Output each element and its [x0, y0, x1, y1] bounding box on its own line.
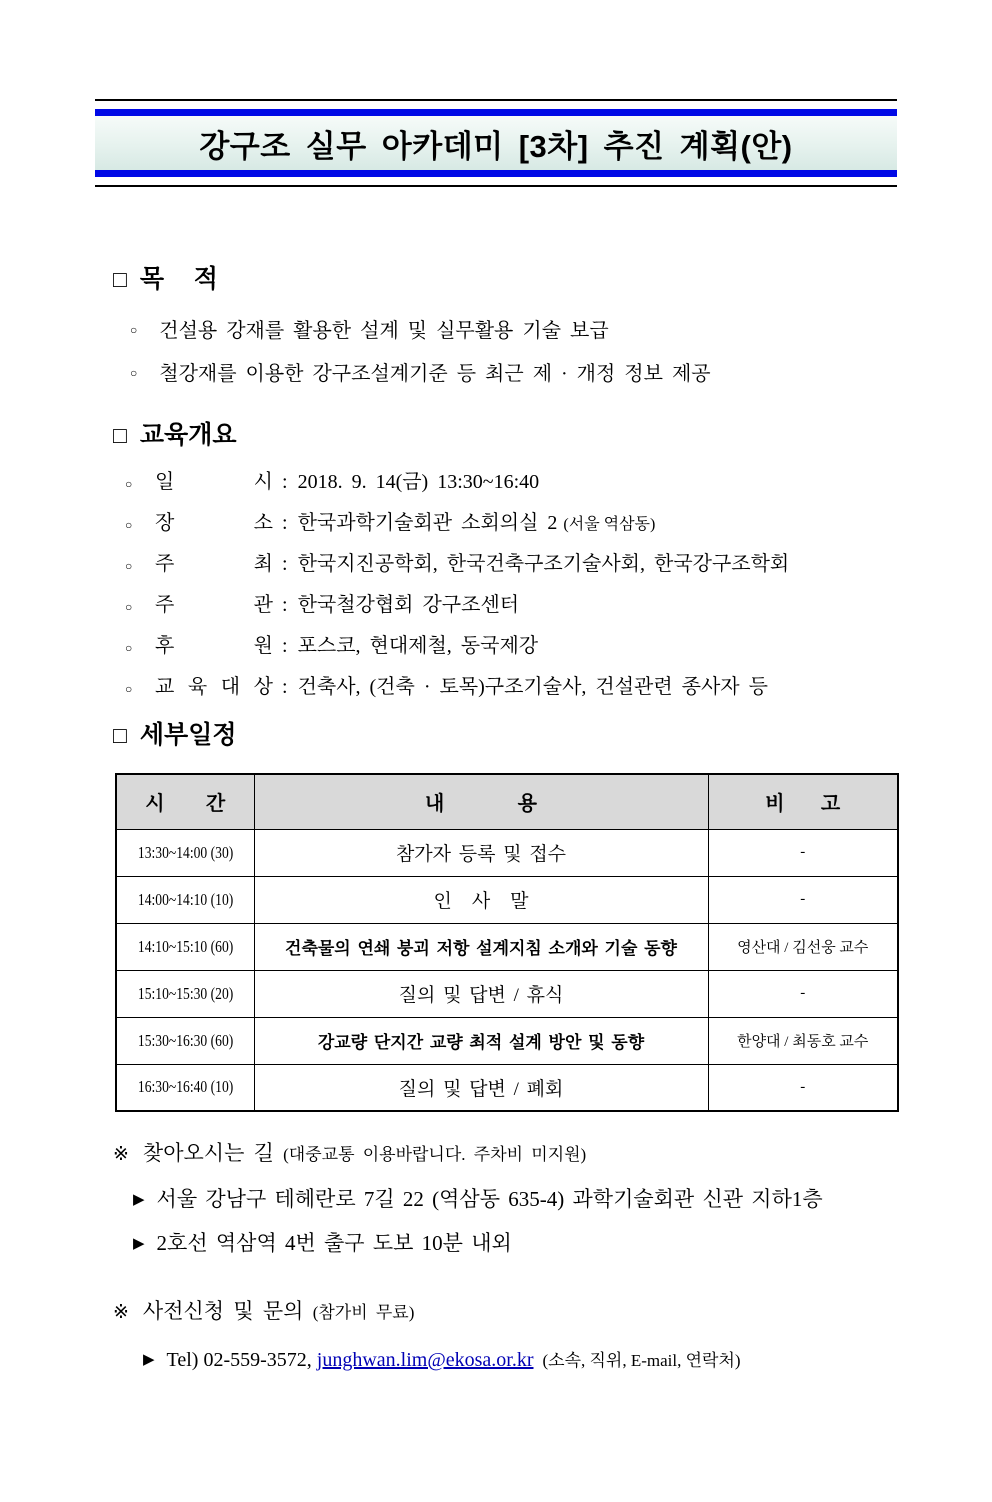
purpose-item-text: 건설용 강재를 활용한 설계 및 실무활용 기술 보급: [159, 320, 609, 342]
cell-note: 영산대 / 김선웅 교수: [708, 923, 898, 970]
item-label: 후 원: [155, 635, 273, 657]
item-colon: :: [282, 594, 288, 616]
item-value-small: (서울 역삼동): [563, 516, 656, 533]
cell-content: 강교량 단지간 교량 최적 설계 방안 및 동향: [254, 1017, 708, 1064]
page-title: 강구조 실무 아카데미 [3차] 추진 계획(안): [199, 128, 793, 164]
cell-note: 한양대 / 최동호 교수: [708, 1017, 898, 1064]
schedule-title: 세부일정: [139, 721, 237, 749]
contact-subtitle: (참가비 무료): [312, 1303, 415, 1322]
item-value: 한국지진공학회, 한국건축구조기술사회, 한국강구조학회: [297, 553, 790, 575]
circle-bullet-icon: ○: [125, 641, 133, 655]
overview-item-organizer: [125, 586, 992, 627]
overview-item-audience: [125, 668, 992, 709]
cell-content: 질의 및 답변 / 폐회: [254, 1064, 708, 1111]
item-value: 2018. 9. 14(금) 13:30~16:40: [297, 471, 540, 493]
item-label: 주 최: [155, 553, 273, 575]
contact-fields-note: (소속, 직위, E-mail, 연락처): [542, 1351, 741, 1370]
overview-list: [0, 463, 992, 709]
document-page: [0, 99, 992, 1502]
overview-heading: [113, 419, 992, 451]
cell-note: -: [708, 970, 898, 1017]
header-cell-content: 내 용: [254, 774, 708, 829]
item-value: 포스코, 현대제철, 동국제강: [297, 635, 539, 657]
arrow-right-icon: ▶: [143, 1352, 155, 1368]
item-colon: :: [282, 635, 288, 657]
directions-note: [113, 1138, 992, 1266]
table-header-row: [116, 774, 898, 829]
arrow-right-icon: ▶: [133, 1192, 145, 1208]
cell-note: -: [708, 829, 898, 876]
header-cell-time: 시 간: [116, 774, 254, 829]
section-schedule: [0, 719, 992, 1112]
table-row: [116, 876, 898, 923]
circle-bullet-icon: ○: [125, 559, 133, 573]
table-row: [116, 1064, 898, 1111]
contact-heading: [113, 1296, 992, 1328]
section-overview: [0, 419, 992, 709]
square-bullet-icon: □: [113, 422, 127, 448]
directions-list: [113, 1178, 992, 1266]
item-label: 주 관: [155, 594, 273, 616]
item-value: 한국과학기술회관 소회의실 2: [297, 512, 558, 534]
circle-bullet-icon: ○: [125, 477, 133, 491]
circle-bullet-icon: ○: [125, 682, 133, 696]
table-row: [116, 1017, 898, 1064]
title-banner: [95, 99, 897, 187]
circle-bullet-icon: ○: [130, 323, 138, 337]
circle-bullet-icon: ○: [130, 366, 138, 380]
direction-item-text: 2호선 역삼역 4번 출구 도보 10분 내외: [156, 1231, 512, 1255]
purpose-list: [0, 309, 992, 395]
cell-content: 인 사 말: [254, 876, 708, 923]
overview-title: 교육개요: [139, 421, 237, 449]
purpose-item-text: 철강재를 이용한 강구조설계기준 등 최근 제 · 개정 정보 제공: [159, 363, 711, 385]
item-label: 일 시: [155, 471, 273, 493]
overview-item-datetime: [125, 463, 992, 504]
table-row: [116, 829, 898, 876]
contact-title: 사전신청 및 문의: [142, 1299, 304, 1323]
item-colon: :: [282, 471, 288, 493]
directions-title: 찾아오시는 길: [142, 1141, 274, 1165]
purpose-heading: [113, 263, 992, 295]
square-bullet-icon: □: [113, 266, 127, 292]
cell-time: 15:30~16:30 (60): [116, 1017, 254, 1064]
item-colon: :: [282, 676, 288, 698]
directions-heading: [113, 1138, 992, 1170]
cell-content: 질의 및 답변 / 휴식: [254, 970, 708, 1017]
cell-time: 13:30~14:00 (30): [116, 829, 254, 876]
arrow-right-icon: ▶: [133, 1236, 145, 1252]
item-label: 장 소: [155, 512, 273, 534]
item-colon: :: [282, 512, 288, 534]
reference-mark-icon: ※: [113, 1302, 129, 1323]
cell-content: 건축물의 연쇄 붕괴 저항 설계지침 소개와 기술 동향: [254, 923, 708, 970]
contact-line: [143, 1342, 992, 1379]
item-colon: :: [282, 553, 288, 575]
directions-subtitle: (대중교통 이용바랍니다. 주차비 미지원): [283, 1145, 587, 1164]
overview-item-host: [125, 545, 992, 586]
circle-bullet-icon: ○: [125, 518, 133, 532]
item-value: 건축사, (건축 · 토목)구조기술사, 건설관련 종사자 등: [297, 676, 768, 698]
square-bullet-icon: □: [113, 722, 127, 748]
purpose-title: 목 적: [139, 265, 218, 293]
cell-time: 15:10~15:30 (20): [116, 970, 254, 1017]
direction-item-text: 서울 강남구 테헤란로 7길 22 (역삼동 635-4) 과학기술회관 신관 지하1층: [156, 1187, 823, 1211]
overview-item-venue: [125, 504, 992, 545]
section-purpose: [0, 263, 992, 395]
cell-time: 14:10~15:10 (60): [116, 923, 254, 970]
direction-item: [133, 1222, 992, 1266]
table-row: [116, 923, 898, 970]
item-label: 교 육 대 상: [155, 676, 273, 698]
title-banner-gradient: [95, 109, 897, 177]
schedule-heading: [113, 719, 992, 751]
cell-time: 14:00~14:10 (10): [116, 876, 254, 923]
overview-item-sponsor: [125, 627, 992, 668]
schedule-table: [115, 773, 899, 1112]
reference-mark-icon: ※: [113, 1144, 129, 1165]
cell-note: -: [708, 1064, 898, 1111]
table-row: [116, 970, 898, 1017]
purpose-item: [130, 352, 992, 395]
header-cell-note: 비 고: [708, 774, 898, 829]
contact-note: [113, 1296, 992, 1379]
direction-item: [133, 1178, 992, 1222]
email-link[interactable]: junghwan.lim@ekosa.or.kr: [316, 1349, 534, 1371]
item-value: 한국철강협회 강구조센터: [297, 594, 520, 616]
tel-label: Tel) 02-559-3572,: [166, 1349, 312, 1371]
circle-bullet-icon: ○: [125, 600, 133, 614]
purpose-item: [130, 309, 992, 352]
cell-note: -: [708, 876, 898, 923]
cell-time: 16:30~16:40 (10): [116, 1064, 254, 1111]
cell-content: 참가자 등록 및 접수: [254, 829, 708, 876]
